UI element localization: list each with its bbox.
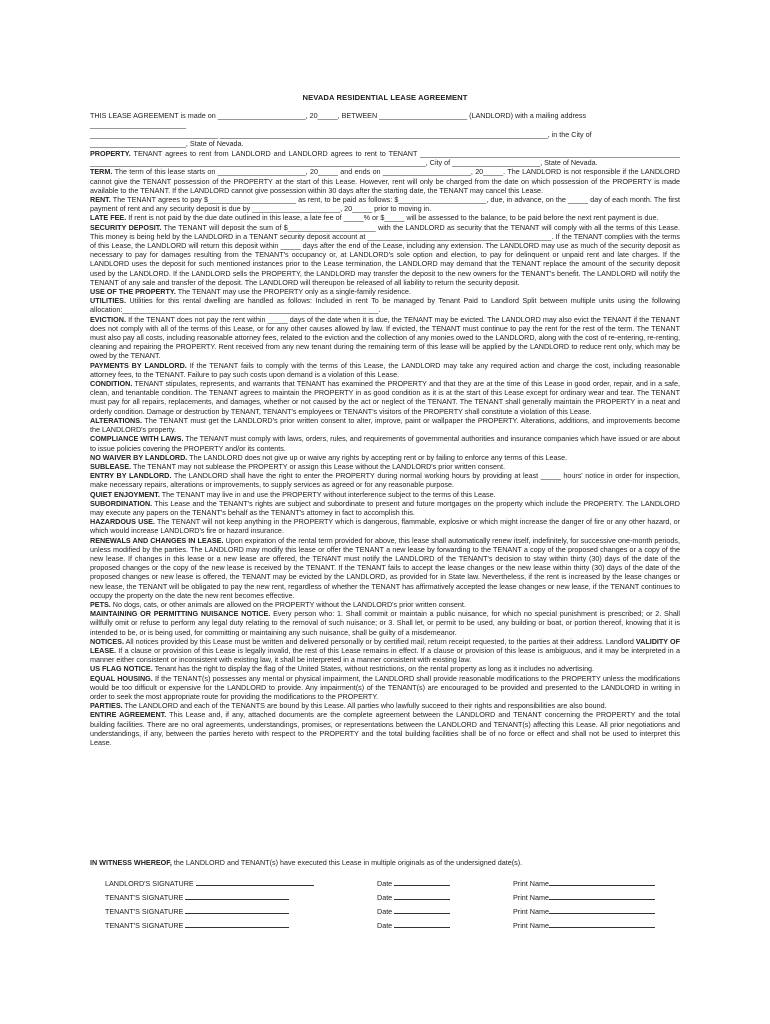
intro-line-3: ________________________, State of Nevada. — [90, 138, 244, 148]
section-heading: TERM. — [90, 167, 113, 177]
section-text: Utilities for this rental dwelling are handled as follows: Included in rent To be managed by Tenant Paid to Landlord Split between multiple units using the following allocation:________________________________________________________________. — [90, 296, 680, 315]
signature-field[interactable] — [105, 892, 289, 902]
date-field[interactable] — [377, 892, 450, 902]
section-utilities — [90, 296, 680, 314]
section-sublease — [90, 462, 680, 471]
section-heading: PARTIES. — [90, 701, 123, 711]
section-text: If the TENANT does not pay the rent within _____ days of the date when it is due, the TENANT may be evicted. The LANDLORD may also evict the TENANT if the TENANT does not comply with all of the terms of this Lease, or for any other causes allowed by law. If evicted, the TENANT must continue to pay the rent for the rest of the term. The TENANT must also pay all costs, including reasonable attorney fees, related to the eviction and the collection of any monies owed to the LANDLORD, along with the cost of re-entering, re-renting, cleaning and repairing the PROPERTY. Rent received from any new tenant during the remaining term of this lease will be applied by the LANDLORD to reduce rent only, which may be owed by the TENANT. — [90, 314, 680, 361]
section-security-deposit — [90, 223, 680, 287]
section-text: The LANDLORD does not give up or waive any rights by accepting rent or by failing to enforce any terms of this Lease. — [187, 452, 568, 462]
section-text: The TENANT must get the LANDLORD's prior written consent to alter, improve, paint or wallpaper the PROPERTY. Alterations, additions, and improvements become the LANDLORD's property. — [90, 415, 680, 435]
signature-row-landlord — [105, 878, 670, 892]
section-parties — [90, 701, 680, 710]
signature-row-tenant — [105, 892, 670, 906]
signature-block — [105, 878, 670, 934]
section-text: Every person who: 1. Shall commit or maintain a public nuisance, for which no special punishment is prescribed; or 2. Shall willfully omit or refuse to perform any legal duty relating to the removal of such nuisance; or 3. Shall let, or permit to be used, any building or boat, or portion thereof, knowing that it is intended to be, or is being used, for committing or maintaining any such nuisance, shall be guilty of a misdemeanor. — [90, 609, 681, 637]
section-heading: RENEWALS AND CHANGES IN LEASE. — [90, 535, 224, 545]
section-heading: UTILITIES. — [90, 296, 126, 306]
date-label: Date — [377, 907, 393, 916]
section-heading: SUBLEASE. — [90, 461, 132, 471]
section-text: Tenant has the right to display the flag of the United States, without restrictions, on the rental property as long as it includes no advertising. — [152, 664, 595, 674]
date-field[interactable] — [377, 906, 450, 916]
section-heading: US FLAG NOTICE. — [90, 664, 153, 674]
section-heading: CONDITION. — [90, 379, 133, 389]
date-field[interactable] — [377, 878, 450, 888]
section-text: The TENANT may live in and use the PROPERTY without interference subject to the terms of this Lease. — [159, 489, 496, 499]
print-name-label: Print Name — [513, 921, 549, 930]
section-pets — [90, 600, 680, 609]
date-field[interactable] — [377, 920, 450, 930]
signature-field[interactable] — [105, 920, 289, 930]
section-heading: ALTERATIONS. — [90, 415, 143, 425]
signature-field[interactable] — [105, 878, 314, 888]
section-text: The TENANT agrees to pay $______________________ as rent, to be paid as follows: $______________________, due, in advance, on the _____ day of each month. The first payment of rent and any security deposit is due by ______________________, 20_____ prior to moving in. — [90, 195, 680, 214]
section-text: The TENANT may use the PROPERTY only as a single-family residence. — [175, 287, 411, 297]
date-line[interactable] — [394, 920, 450, 928]
witness-body: the LANDLORD and TENANT(s) have executed this Lease in multiple originals as of the undersigned date(s). — [171, 858, 523, 867]
section-text: The term of this lease starts on ______________________, 20_____ and ends on ______________________, 20_____. The LANDLORD is not responsible if the LANDLORD cannot give the TENANT possession of the PROPERTY at the start of this Lease. However, rent will only be charged from the date on which possession of the PROPERTY is made available to the TENANT. If the LANDLORD cannot give possession within 30 days after the starting date, the TENANT may cancel this Lease. — [90, 167, 680, 195]
section-rent — [90, 195, 680, 213]
date-label: Date — [377, 921, 393, 930]
section-text: The LANDLORD and each of the TENANTS are bound by this Lease. All parties who lawfully succeed to their rights and responsibilities are also bound. — [122, 701, 607, 711]
section-heading: HAZARDOUS USE. — [90, 517, 155, 527]
section-heading: ENTIRE AGREEMENT. — [90, 710, 167, 720]
section-text: The TENANT will deposit the sum of $______________________ with the LANDLORD as security that the TENANT will comply with all the terms of this Lease. This money is being held by the LANDLORD in a TENANT security deposit account at ______________________________________________. If the TENANT complies with the terms of this Lease, the LANDLORD will return this deposit within _____ days after the end of the Lease, including any extension. The LANDLORD may use as much of the security deposit as necessary to pay for damages resulting from the TENANT's occupancy or, at LANDLORD's sole option and election, to pay for delinquent or unpaid rent and late charges. If the LANDLORD uses the deposit for such mentioned instances prior to the Lease termination, the LANDLORD may demand that the TENANT replace the amount of the security deposit used by the LANDLORD. If the LANDLORD sells the PROPERTY, the LANDLORD may transfer the deposit to the new owners for the TENANT's benefit. The LANDLORD will notify the TENANT of any sale and transfer of the deposit. The LANDLORD will thereupon be released of all liability to return the security deposit. — [90, 222, 680, 287]
print-name-line[interactable] — [549, 892, 655, 900]
print-name-label: Print Name — [513, 879, 549, 888]
section-condition — [90, 379, 680, 416]
section-heading: USE OF THE PROPERTY. — [90, 287, 176, 297]
section-text: The LANDLORD shall have the right to enter the PROPERTY during normal working hours by providing at least _____ hours' notice in order for inspection, make necessary repairs, alterations or improvements, to supply services as agreed or for any reasonable purpose. — [90, 471, 680, 490]
signature-line[interactable] — [185, 920, 289, 928]
section-heading: RENT. — [90, 195, 111, 205]
signature-line[interactable] — [196, 878, 314, 886]
section-equal-housing — [90, 674, 680, 702]
section-heading: PROPERTY. — [90, 149, 131, 158]
print-name-label: Print Name — [513, 907, 549, 916]
print-name-line[interactable] — [549, 906, 655, 914]
section-heading: SECURITY DEPOSIT. — [90, 222, 162, 232]
section-no-waiver — [90, 453, 680, 462]
section-text: This Lease and, if any, attached documents are the complete agreement between the LANDLORD and TENANT concerning the PROPERTY and the total building facilities. There are no oral agreements, understandings, promises, or representations between the LANDLORD and TENANT(s) affecting this Lease. All prior negotiations and understandings, if any, between the parties hereto with respect to the PROPERTY and the total building facilities shall be of no force or effect and shall not be used to interpret this Lease. — [90, 710, 680, 747]
print-name-line[interactable] — [549, 920, 655, 928]
section-text: This Lease and the TENANT's rights are subject and subordinate to present and future mortgages on the property which include the PROPERTY. The LANDLORD may execute any papers on the TENANT's behalf as the TENANT's attorney in fact to accomplish this. — [90, 498, 680, 517]
section-heading: NO WAIVER BY LANDLORD. — [90, 452, 188, 462]
section-heading: SUBORDINATION. — [90, 498, 153, 508]
section-heading: QUIET ENJOYMENT. — [90, 489, 160, 499]
section-entry-by-landlord — [90, 471, 680, 489]
section-heading: LATE FEE. — [90, 213, 127, 223]
signature-line[interactable] — [185, 892, 289, 900]
print-name-field[interactable] — [513, 920, 655, 930]
section-text: If the TENANT fails to comply with the terms of this Lease, the LANDLORD may take any required action and charge the cost, including reasonable attorney fees, to the TENANT. Failure to pay such costs upon demand is a violation of this Lease. — [90, 360, 680, 379]
section-heading: ENTRY BY LANDLORD. — [90, 471, 172, 481]
signature-label: TENANT'S SIGNATURE — [105, 921, 184, 930]
section-subordination — [90, 499, 680, 517]
section-term — [90, 167, 680, 195]
date-label: Date — [377, 879, 393, 888]
section-heading: EVICTION. — [90, 314, 126, 324]
section-hazardous-use — [90, 517, 680, 535]
section-text: No dogs, cats, or other animals are allowed on the PROPERTY without the LANDLORD's prior written consent. — [110, 599, 466, 609]
section-text: If rent is not paid by the due date outlined in this lease, a late fee of _____% or $_____ will be assessed to the balance, to be paid before the next rent payment is due. — [126, 213, 659, 223]
section-text: The TENANT will not keep anything in the PROPERTY which is dangerous, flammable, explosive or which might increase the danger of fire or any other hazard, or which would increase LANDLORD's fire or hazard insurance. — [90, 517, 680, 536]
print-name-label: Print Name — [513, 893, 549, 902]
section-nuisance — [90, 609, 680, 637]
signature-label: TENANT'S SIGNATURE — [105, 893, 184, 902]
print-name-field[interactable] — [513, 906, 655, 916]
section-quiet-enjoyment — [90, 490, 680, 499]
signature-row-tenant — [105, 906, 670, 920]
date-line[interactable] — [394, 878, 450, 886]
signature-line[interactable] — [185, 906, 289, 914]
date-line[interactable] — [394, 892, 450, 900]
print-name-field[interactable] — [513, 878, 655, 888]
section-notices — [90, 637, 680, 665]
witness-paragraph — [90, 858, 680, 867]
section-text: The TENANT must comply with laws, orders, rules, and requirements of governmental authorities and insurance companies which have issued or are about to issue policies covering the PROPERTY and/or its contents. — [90, 434, 680, 453]
section-text: TENANT agrees to rent from LANDLORD and LANDLORD agrees to rent to TENANT _________________________________________________________________ ____________________________________________________________________________________, City of ______________________, State of Nevada. — [90, 149, 680, 168]
print-name-line[interactable] — [549, 878, 655, 886]
section-us-flag — [90, 664, 680, 673]
document-title: NEVADA RESIDENTIAL LEASE AGREEMENT — [302, 93, 468, 102]
print-name-field[interactable] — [513, 892, 655, 902]
section-property — [90, 149, 680, 167]
section-entire-agreement — [90, 710, 680, 747]
lease-sections — [90, 149, 680, 747]
section-text: If the TENANT(s) possesses any mental or physical impairment, the LANDLORD shall provide reasonable modifications to the PROPERTY unless the modifications would be too difficult or expensive for the LANDLORD to provide. Any impairment(s) of the TENANT(s) are encouraged to be provided and presented to the LANDLORD in writing in order to seek the most appropriate route for providing the modifications to the PROPERTY. — [90, 673, 680, 701]
section-text: TENANT stipulates, represents, and warrants that TENANT has examined the PROPERTY and that they are at the time of this Lease in good order, repair, and in a safe, clean, and tenantable condition. The TENANT agrees to maintain the PROPERTY in as good condition as it is at the start of this Lease except for ordinary wear and tear. The TENANT must pay for all repairs, replacements, and damages, whether or not caused by the act or neglect of the TENANT. The TENANT shall generally maintain the PROPERTY in a neat and orderly condition. Damage or destruction by TENANT, TENANT's employees or TENANT's visitors of the PROPERTY shall constitute a violation of this Lease. — [90, 379, 680, 416]
section-alterations — [90, 416, 680, 434]
witness-text — [90, 858, 680, 867]
section-text: All notices provided by this Lease must be written and delivered personally or by certified mail, return receipt requested, to the parties at their address. Landlord — [123, 636, 636, 646]
witness-heading: IN WITNESS WHEREOF, — [90, 858, 172, 867]
section-heading-validity: VALIDITY OF LEASE. — [90, 636, 680, 655]
signature-label: TENANT'S SIGNATURE — [105, 907, 184, 916]
section-heading: PAYMENTS BY LANDLORD. — [90, 360, 187, 370]
section-heading: EQUAL HOUSING. — [90, 673, 153, 683]
section-payments-by-landlord — [90, 361, 680, 379]
section-eviction — [90, 315, 680, 361]
section-heading: MAINTAINING OR PERMITTING NUISANCE NOTICE. — [90, 609, 271, 619]
date-label: Date — [377, 893, 393, 902]
section-use-of-property — [90, 287, 680, 296]
section-renewals — [90, 536, 680, 600]
section-text-validity: If a clause or provision of this Lease is legally invalid, the rest of this Lease remains in effect. If a clause or provision of this lease is ambiguous, and it may be interpreted in a manner either consistent or inconsistent with existing law, it shall be interpreted in a manner consistent with existing law. — [90, 645, 680, 665]
section-heading: COMPLIANCE WITH LAWS. — [90, 434, 184, 444]
section-heading: NOTICES. — [90, 636, 124, 646]
signature-row-tenant — [105, 920, 670, 934]
intro-line-1: THIS LEASE AGREEMENT is made on ______________________, 20_____, BETWEEN ______________________ (LANDLORD) with a mailing address ________________________ — [90, 111, 587, 130]
section-text: The TENANT may not sublease the PROPERTY or assign this Lease without the LANDLORD's prior written consent. — [131, 461, 505, 471]
signature-field[interactable] — [105, 906, 289, 916]
section-late-fee — [90, 213, 680, 222]
intro-line-2: ________________________________ __________________________________________________________________________________, in the City of — [90, 129, 592, 139]
intro-paragraph — [90, 111, 680, 148]
signature-label: LANDLORD'S SIGNATURE — [105, 879, 194, 888]
section-heading: PETS. — [90, 599, 111, 609]
section-compliance — [90, 434, 680, 452]
date-line[interactable] — [394, 906, 450, 914]
section-text: Upon expiration of the rental term provided for above, this lease shall automatically renew itself, indefinitely, for successive one-month periods, unless modified by the parties. The LANDLORD may modify this lease or offer the TENANT a new lease by forwarding to the TENANT a copy of the proposed changes or a copy of the new lease. If changes in this lease or a new lease are offered, the TENANT must notify the LANDLORD of the TENANT's decision to stay within thirty (30) days of the date of the proposed changes or the copy of the new lease is received by the TENANT. If the TENANT fails to accept the lease changes or the new lease within thirty (30) days of the date of the proposed changes or new lease is offered, the TENANT may be evicted by the LANDLORD, as provided for in State law. Nevertheless, if the rent is increased by the lease changes or new lease, the TENANT will be obligated to pay the new rent, regardless of whether the TENANT has affirmatively accepted the lease changes or new lease, if the TENANT continues to occupy the property on the date the new rent becomes effective. — [90, 535, 680, 600]
